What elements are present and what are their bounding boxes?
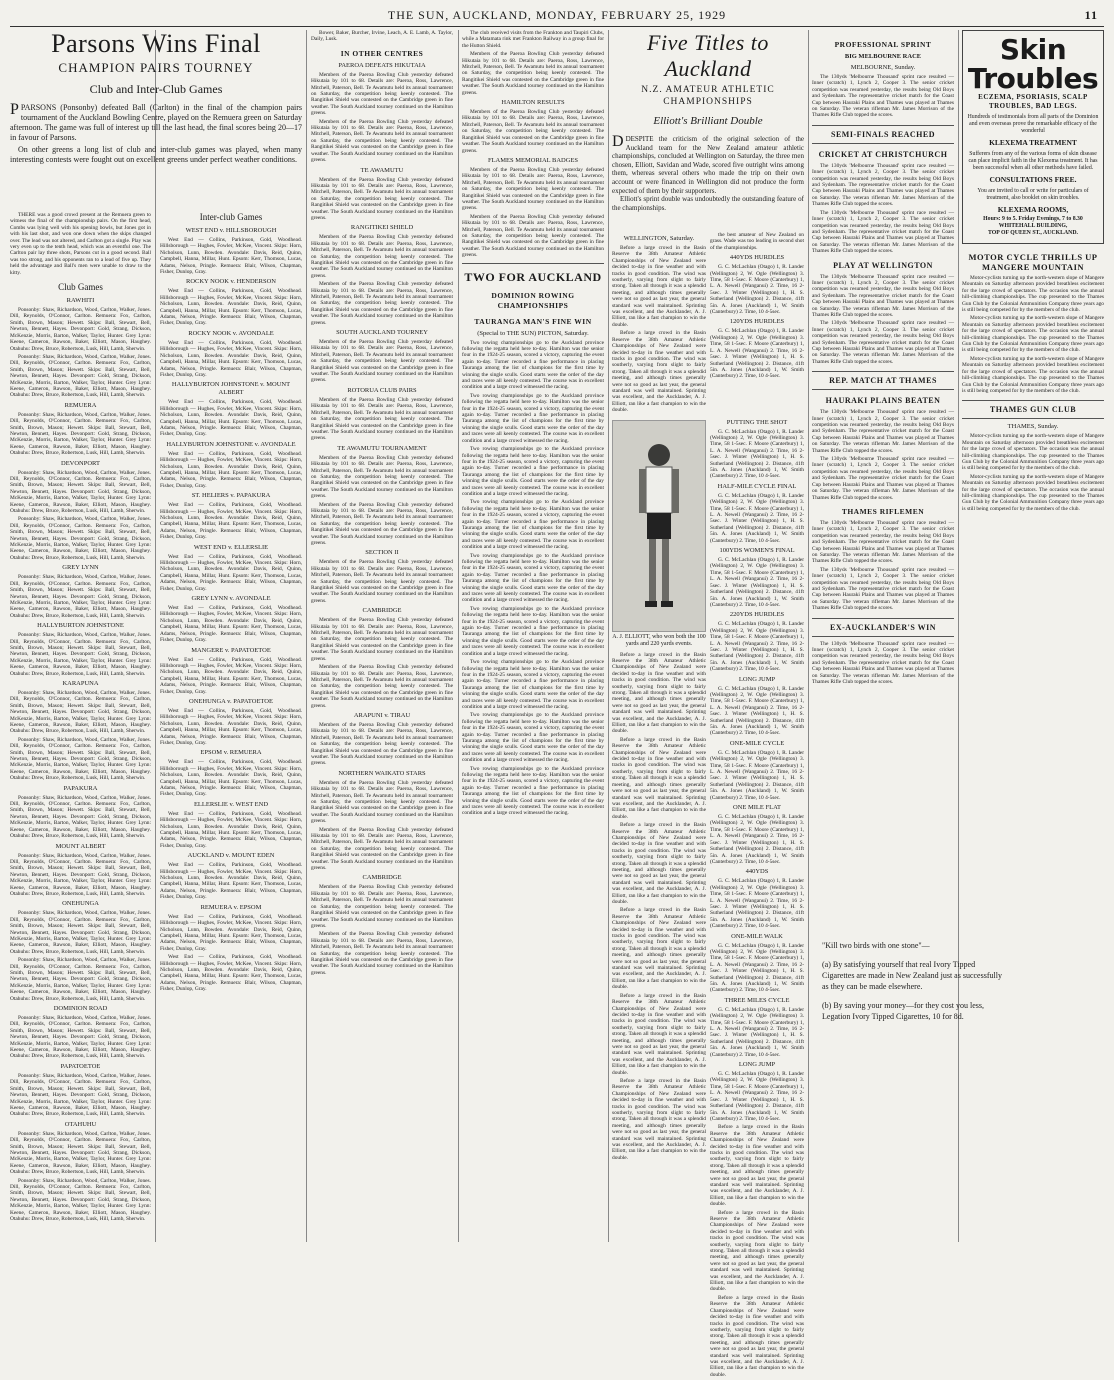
boxed-heading: SEMI-FINALS REACHED [812, 125, 954, 144]
club-heading: KARAPUNA [62, 679, 99, 687]
body-paragraph: West End — Collins, Parkinson, Gold, Woodhead. Hillsborough — Hughes, Fowler, McKee, Vincent. Skips: Horn, Nicholson, Lunn, Bowden. Avondale: Davis, Reid, Quinn, Campbell, Hanna, Millar, Hunt. Epsom: Kerr, Thomson, Lucas, Adams, Nelson, Pringle. Remuera: Blair, Wilson, Chapman, Fisher, Dunlop, Gray. [160, 288, 302, 327]
section-heading: MOTOR CYCLE THRILLS UP MANGERE MOUNTAIN [968, 252, 1098, 272]
body-paragraph: Ponsonby: Shaw, Richardson, Wood, Carlton, Walker, Jones. Dill, Reynolds, O'Connor, Carlton. Remuera: Fox, Carlton, Smith, Brown, Mason; Hewett. Skips: Ball, Stewart, Bell, Newton, Bennett, Hayes. Devonport: Gold, Strang, Dickson, McKenzie, Morris, Barton, Walker, Taylor, Hunter. Grey Lynn: Keene, Cameron, Rawson, Baker, Elliott, Mason, Haughey. Otahuhu: Drew, Bruce, Robertson, Lusk, Hill, Lamb, Sherwin. [10, 411, 151, 457]
body-paragraph: Before a large crowd in the Basin Reserve the 38th Amateur Athletic Championships of New Zealand were decided to-day in fine weather and with tracks in good condition. The wind was southerly, varying from slight to fairly strong. Taken all through it was a splendid meeting, and although times generally were not so good as last year, the general standard was well maintained. Sprinting was excellent, and the Aucklander, A. J. Elliott, ran like a fast champion to win the double. [612, 822, 706, 905]
body-paragraph: West End — Collins, Parkinson, Gold, Woodhead. Hillsborough — Hughes, Fowler, McKee, Vincent. Skips: Horn, Nicholson, Lunn, Bowden. Avondale: Davis, Reid, Quinn, Campbell, Hanna, Millar, Hunt. Epsom: Kerr, Thomson, Lucas, Adams, Nelson, Pringle. Remuera: Blair, Wilson, Chapman, Fisher, Dunlop, Gray. [160, 237, 302, 276]
sub-heading: ARAPUNI v. TIRAU [353, 711, 411, 719]
column-rule [608, 30, 609, 1242]
club-heading: RAWHITI [66, 297, 95, 305]
body-paragraph: Ponsonby: Shaw, Richardson, Wood, Carlton, Walker, Jones. Dill, Reynolds, O'Connor, Carlton. Remuera: Fox, Carlton, Smith, Brown, Mason; Hewett. Skips: Ball, Stewart, Bell, Newton, Bennett, Hayes. Devonport: Gold, Strang, Dickson, McKenzie, Morris, Barton, Walker, Taylor, Hunter. Grey Lynn: Keene, Cameron, Rawson, Baker, Elliott, Mason, Haughey. Otahuhu: Drew, Bruce, Robertson, Lusk, Hill, Lamb, Sherwin. [10, 1130, 151, 1176]
body-paragraph: Ponsonby: Shaw, Richardson, Wood, Carlton, Walker, Jones. Dill, Reynolds, O'Connor, Carlton. Remuera: Fox, Carlton, Smith, Brown, Mason; Hewett. Skips: Ball, Stewart, Bell, Newton, Bennett, Hayes. Devonport: Gold, Strang, Dickson, McKenzie, Morris, Barton, Walker, Taylor, Hunter. Grey Lynn: Keene, Cameron, Rawson, Baker, Elliott, Mason, Haughey. Otahuhu: Drew, Bruce, Robertson, Lusk, Hill, Lamb, Sherwin. [10, 736, 151, 782]
body-paragraph: Before a large crowd in the Basin Reserve the 38th Amateur Athletic Championships of New Zealand were decided to-day in fine weather and with tracks in good condition. The wind was southerly, varying from slight to fairly strong. Taken all through it was a splendid meeting, and although times generally were not so good as last year, the general standard was well maintained. Sprinting was excellent, and the Aucklander, A. J. Elliott, ran like a fast champion to win the double. [612, 907, 706, 991]
body-paragraph: G. C. McLachlan (Otago) 1, R. Lander (Wellington) 2, W. Ogle (Wellington) 3. Time, 58 1-5sec. F. Moore (Canterbury) 1, L. A. Newell (Wanganui) 2. Time, 16 2-5sec. J. Winter (Wellington) 1, H. S. Sutherland (Wellington) 2. Distance, 41ft 5in. A. Jones (Auckland) 1, W. Smith (Canterbury) 2. Time, 10 4-5sec. [710, 428, 804, 480]
body-paragraph: Motor-cyclists turning up the north-western slope of Mangere Mountain on Saturday afternoon provided breathless excitement for the large crowd of spectators. The occasion was the annual hill-climbing championships. The cup presented to the Thames Gun Club by the Colonial Ammunition Company three years ago is still being competed for by the members of the club. [962, 355, 1104, 394]
body-paragraph: West End — Collins, Parkinson, Gold, Woodhead. Hillsborough — Hughes, Fowler, McKee, Vincent. Skips: Horn, Nicholson, Lunn, Bowden. Avondale: Davis, Reid, Quinn, Campbell, Hanna, Millar, Hunt. Epsom: Kerr, Thomson, Lucas, Adams, Nelson, Pringle. Remuera: Blair, Wilson, Chapman, Fisher, Dunlop, Gray. [160, 605, 302, 644]
body-paragraph: Members of the Paeroa Bowling Club yesterday defeated Hikutaia by 101 to 68. Details are: Paeroa, Ross, Lawrence, Mitchell, Paterson, Bell. Te Awamutu held its annual tournament on Saturday, the competition being keenly contested. The Rangitikei Shield was contested on the Cambridge green in fine weather. The South Auckland tourney continued on the Hamilton greens. [311, 118, 453, 164]
body-paragraph: The club received visits from the Frankton and Taupiri Clubs, while a Matamata rink met Frankton Railway in a group final for the Hutton Shield. [462, 30, 604, 49]
body-paragraph: Before a large crowd in the Basin Reserve the 38th Amateur Athletic Championships of New Zealand were decided to-day in fine weather and with tracks in good condition. The wind was southerly, varying from slight to fairly strong. Taken all through it was a splendid meeting, and although times generally were not so good as last year, the general standard was well maintained. Sprinting was excellent, and the Aucklander, A. J. Elliott, ran like a fast champion to win the double. [612, 1077, 706, 1161]
body-paragraph: West End — Collins, Parkinson, Gold, Woodhead. Hillsborough — Hughes, Fowler, McKee, Vincent. Skips: Horn, Nicholson, Lunn, Bowden. Avondale: Davis, Reid, Quinn, Campbell, Hanna, Millar, Hunt. Epsom: Kerr, Thomson, Lucas, Adams, Nelson, Pringle. Remuera: Blair, Wilson, Chapman, Fisher, Dunlop, Gray. [160, 913, 302, 952]
event-heading: 440YDS HURDLES [729, 254, 785, 262]
body-paragraph: West End — Collins, Parkinson, Gold, Woodhead. Hillsborough — Hughes, Fowler, McKee, Vincent. Skips: Horn, Nicholson, Lunn, Bowden. Avondale: Davis, Reid, Quinn, Campbell, Hanna, Millar, Hunt. Epsom: Kerr, Thomson, Lucas, Adams, Nelson, Pringle. Remuera: Blair, Wilson, Chapman, Fisher, Dunlop, Gray. [160, 862, 302, 901]
boxed-heading: REP. MATCH AT THAMES [812, 371, 954, 390]
body-paragraph: Ponsonby: Shaw, Richardson, Wood, Carlton, Walker, Jones. Dill, Reynolds, O'Connor, Carlton. Remuera: Fox, Carlton, Smith, Brown, Mason; Hewett. Skips: Ball, Stewart, Bell, Newton, Bennett, Hayes. Devonport: Gold, Strang, Dickson, McKenzie, Morris, Barton, Walker, Taylor, Hunter. Grey Lynn: Keene, Cameron, Rawson, Baker, Elliott, Mason, Haughey. Otahuhu: Drew, Bruce, Robertson, Lusk, Hill, Lamb, Sherwin. [10, 1072, 151, 1118]
body-paragraph: West End — Collins, Parkinson, Gold, Woodhead. Hillsborough — Hughes, Fowler, McKee, Vincent. Skips: Horn, Nicholson, Lunn, Bowden. Avondale: Davis, Reid, Quinn, Campbell, Hanna, Millar, Hunt. Epsom: Kerr, Thomson, Lucas, Adams, Nelson, Pringle. Remuera: Blair, Wilson, Chapman, Fisher, Dunlop, Gray. [160, 707, 302, 746]
body-paragraph: Members of the Paeroa Bowling Club yesterday defeated Hikutaia by 101 to 68. Details are: Paeroa, Ross, Lawrence, Mitchell, Paterson, Bell. Te Awamutu held its annual tournament on Saturday, the competition being keenly contested. The Rangitikei Shield was contested on the Cambridge green in fine weather. The South Auckland tourney continued on the Hamilton greens. [311, 454, 453, 500]
body-paragraph: West End — Collins, Parkinson, Gold, Woodhead. Hillsborough — Hughes, Fowler, McKee, Vincent. Skips: Horn, Nicholson, Lunn, Bowden. Avondale: Davis, Reid, Quinn, Campbell, Hanna, Millar, Hunt. Epsom: Kerr, Thomson, Lucas, Adams, Nelson, Pringle. Remuera: Blair, Wilson, Chapman, Fisher, Dunlop, Gray. [160, 450, 302, 489]
lead-paragraph [612, 135, 804, 195]
club-heading: ONEHUNGA [62, 900, 99, 908]
body-paragraph: Before a large crowd in the Basin Reserve the 38th Amateur Athletic Championships of New Zealand were decided to-day in fine weather and with tracks in good condition. The wind was southerly, varying from slight to fairly strong. Taken all through it was a splendid meeting, and although times generally were not so good as last year, the general standard was well maintained. Sprinting was excellent, and the Aucklander, A. J. Elliott, ran like a fast champion to win the double. [612, 736, 706, 820]
body-paragraph: Members of the Paeroa Bowling Club yesterday defeated Hikutaia by 101 to 68. Details are: Paeroa, Ross, Lawrence, Mitchell, Paterson, Bell. Te Awamutu held its annual tournament on Saturday, the competition being keenly contested. The Rangitikei Shield was contested on the Cambridge green in fine weather. The South Auckland tourney continued on the Hamilton greens. [311, 779, 453, 825]
body-paragraph: Ponsonby: Shaw, Richardson, Wood, Carlton, Walker, Jones. Dill, Reynolds, O'Connor, Carlton. Remuera: Fox, Carlton, Smith, Brown, Mason; Hewett. Skips: Ball, Stewart, Bell, Newton, Bennett, Hayes. Devonport: Gold, Strang, Dickson, McKenzie, Morris, Barton, Walker, Taylor, Hunter. Grey Lynn: Keene, Cameron, Rawson, Baker, Elliott, Mason, Haughey. Otahuhu: Drew, Bruce, Robertson, Lusk, Hill, Lamb, Sherwin. [10, 852, 151, 897]
section-heading: IN OTHER CENTRES [340, 48, 424, 58]
body-paragraph: Members of the Paeroa Bowling Club yesterday defeated Hikutaia by 101 to 68. Details are: Paeroa, Ross, Lawrence, Mitchell, Paterson, Bell. Te Awamutu held its annual tournament on Saturday, the competition being keenly contested. The Rangitikei Shield was contested on the Cambridge green in fine weather. The South Auckland tourney continued on the Hamilton greens. [311, 71, 453, 117]
club-heading: PAPATOETOE [60, 1062, 101, 1070]
drop-cap: D [612, 133, 624, 150]
match-heading: WEST END v. ELLERSLIE [193, 543, 269, 551]
body-paragraph: Ponsonby: Shaw, Richardson, Wood, Carlton, Walker, Jones. Dill, Reynolds, O'Connor, Carlton. Remuera: Fox, Carlton, Smith, Brown, Mason; Hewett. Skips: Ball, Stewart, Bell, Newton, Bennett, Hayes. Devonport: Gold, Strang, Dickson, McKenzie, Morris, Barton, Walker, Taylor, Hunter. Grey Lynn: Keene, Cameron, Rawson, Baker, Elliott, Mason, Haughey. Otahuhu: Drew, Bruce, Robertson, Lusk, Hill, Lamb, Sherwin. [10, 632, 151, 677]
event-heading: LONG JUMP [738, 675, 776, 683]
column-rule [808, 30, 809, 1242]
ad-rooms: KLEXEMA ROOMS, [997, 205, 1069, 214]
body-paragraph: Ponsonby: Shaw, Richardson, Wood, Carlton, Walker, Jones. Dill, Reynolds, O'Connor, Carlton. Remuera: Fox, Carlton, Smith, Brown, Mason; Hewett. Skips: Ball, Stewart, Bell, Newton, Bennett, Hayes. Devonport: Gold, Strang, Dickson, McKenzie, Morris, Barton, Walker, Taylor, Hunter. Grey Lynn: Keene, Cameron, Rawson, Baker, Elliott, Mason, Haughey. Otahuhu: Drew, Bruce, Robertson, Lusk, Hill, Lamb, Sherwin. [10, 307, 151, 352]
event-heading: ONE-MILE WALK [731, 932, 783, 940]
event-heading: PUTTING THE SHOT [726, 418, 788, 426]
body-paragraph: Two rowing championships go to the Auckland province following the regatta held here to-day. Hamilton was the senior four in the 1924-25 season, scored a victory, capturing the event again to-day. Turner recorded a fine performance in placing Tauranga among the list of champions for the first time by winning the single sculls. Good starts were the order of the day and races were all keenly contested. The course was in excellent condition and a large crowd witnessed the racing. [462, 712, 604, 764]
column-rule [958, 30, 959, 1242]
column-1 [10, 212, 151, 1242]
body-paragraph: The 130yds 'Melbourne Thousand' sprint race resulted — Inner (scratch) 1, Lynch 2, Cooper 3. The senior cricket competition was resumed yesterday, the results being Old Boys and Sydenham. The representative cricket match for the Coast Cup between Hauraki Plains and Thames was played at Thames on Saturday. The veteran rifleman Mr. James Morrison of the Thames Rifle Club topped the scores. [812, 209, 954, 255]
body-paragraph: Two rowing championships go to the Auckland province following the regatta held here to-day. Hamilton was the senior four in the 1924-25 season, scored a victory, capturing the event again to-day. Turner recorded a fine performance in placing Tauranga among the list of champions for the first time by winning the single sculls. Good starts were the order of the day and races were all keenly contested. The course was in excellent condition and a large crowd witnessed the racing. [462, 499, 604, 551]
section-heading: PLAY AT WELLINGTON [833, 260, 933, 270]
body-paragraph: G. C. McLachlan (Otago) 1, R. Lander (Wellington) 2, W. Ogle (Wellington) 3. Time, 58 1-5sec. F. Moore (Canterbury) 1, L. A. Newell (Wanganui) 2. Time, 16 2-5sec. J. Winter (Wellington) 1, H. S. Sutherland (Wellington) 2. Distance, 41ft 5in. A. Jones (Auckland) 1, W. Smith (Canterbury) 2. Time, 10 4-5sec. [710, 557, 804, 608]
rowing-subdeck: TAURANGA MAN'S FINE WIN [474, 316, 592, 326]
body-paragraph: The 130yds 'Melbourne Thousand' sprint race resulted — Inner (scratch) 1, Lynch 2, Cooper 3. The senior cricket competition was resumed yesterday, the results being Old Boys and Sydenham. The representative cricket match for the Coast Cup between Hauraki Plains and Thames was played at Thames on Saturday. The veteran rifleman Mr. James Morrison of the Thames Rifle Club topped the scores. [812, 162, 954, 208]
ad-subtitle: ECZEMA, PSORIASIS, SCALP TROUBLES, BAD LEGS. [978, 93, 1088, 110]
ad-line-3: (b) By saving your money—for they cost you less, Legation Ivory Tipped Cigarettes, 10 for 8d. [822, 1001, 984, 1021]
match-heading: EPSOM v. REMUERA [200, 749, 262, 757]
subheadline: Elliott's Brilliant Double [653, 115, 763, 127]
body-paragraph: G. C. McLachlan (Otago) 1, R. Lander (Wellington) 2, W. Ogle (Wellington) 3. Time, 58 1-5sec. F. Moore (Canterbury) 1, L. A. Newell (Wanganui) 2. Time, 16 2-5sec. J. Winter (Wellington) 1, H. S. Sutherland (Wellington) 2. Distance, 41ft 5in. A. Jones (Auckland) 1, W. Smith (Canterbury) 2. Time, 10 4-5sec. [710, 492, 804, 544]
body-paragraph: West End — Collins, Parkinson, Gold, Woodhead. Hillsborough — Hughes, Fowler, McKee, Vincent. Skips: Horn, Nicholson, Lunn, Bowden. Avondale: Davis, Reid, Quinn, Campbell, Hanna, Millar, Hunt. Epsom: Kerr, Thomson, Lucas, Adams, Nelson, Pringle. Remuera: Blair, Wilson, Chapman, Fisher, Dunlop, Gray. [160, 759, 302, 798]
body-paragraph: West End — Collins, Parkinson, Gold, Woodhead. Hillsborough — Hughes, Fowler, McKee, Vincent. Skips: Horn, Nicholson, Lunn, Bowden. Avondale: Davis, Reid, Quinn, Campbell, Hanna, Millar, Hunt. Epsom: Kerr, Thomson, Lucas, Adams, Nelson, Pringle. Remuera: Blair, Wilson, Chapman, Fisher, Dunlop, Gray. [160, 553, 302, 592]
body-paragraph: G. C. McLachlan (Otago) 1, R. Lander (Wellington) 2, W. Ogle (Wellington) 3. Time, 58 1-5sec. F. Moore (Canterbury) 1, L. A. Newell (Wanganui) 2. Time, 16 2-5sec. J. Winter (Wellington) 1, H. S. Sutherland (Wellington) 2. Distance, 41ft 5in. A. Jones (Auckland) 1, W. Smith (Canterbury) 2. Time, 10 4-5sec. [710, 942, 804, 994]
body-paragraph: Before a large crowd in the Basin Reserve the 38th Amateur Athletic Championships of New Zealand were decided to-day in fine weather and with tracks in good condition. The wind was southerly, varying from slight to fairly strong. Taken all through it was a splendid meeting, and although times generally were not so good as last year, the general standard was well maintained. Sprinting was excellent, and the Aucklander, A. J. Elliott, ran like a fast champion to win the double. [612, 651, 706, 735]
body-paragraph: Members of the Paeroa Bowling Club yesterday defeated Hikutaia by 101 to 68. Details are: Paeroa, Ross, Lawrence, Mitchell, Paterson, Bell. Te Awamutu held its annual tournament on Saturday, the competition being keenly contested. The Rangitikei Shield was contested on the Cambridge green in fine weather. The South Auckland tourney continued on the Hamilton greens. [311, 826, 453, 872]
rowing-headline: TWO FOR AUCKLAND [464, 269, 602, 284]
column-3 [311, 30, 453, 1242]
section-heading: THAMES RIFLEMEN [841, 506, 925, 516]
body-paragraph: West End — Collins, Parkinson, Gold, Woodhead. Hillsborough — Hughes, Fowler, McKee, Vincent. Skips: Horn, Nicholson, Lunn, Bowden. Avondale: Davis, Reid, Quinn, Campbell, Hanna, Millar, Hunt. Epsom: Kerr, Thomson, Lucas, Adams, Nelson, Pringle. Remuera: Blair, Wilson, Chapman, Fisher, Dunlop, Gray. [160, 954, 302, 993]
event-heading: 100YDS WOMEN'S FINAL [719, 547, 795, 555]
section-heading: Inter-club Games [199, 212, 263, 222]
ad-treatment: KLEXEMA TREATMENT [989, 138, 1077, 147]
body-paragraph: Two rowing championships go to the Auckland province following the regatta held here to-day. Hamilton was the senior four in the 1924-25 season, scored a victory, capturing the event again to-day. Turner recorded a fine performance in placing Tauranga among the list of champions for the first time by winning the single sculls. Good starts were the order of the day and races were all keenly contested. The course was in excellent condition and a large crowd witnessed the racing. [462, 392, 604, 444]
masthead-title: THE SUN, AUCKLAND, MONDAY, FEBRUARY 25, 1929 [387, 8, 727, 22]
masthead [10, 4, 1104, 27]
bowls-article-header [10, 30, 302, 210]
body-paragraph: G. C. McLachlan (Otago) 1, R. Lander (Wellington) 2, W. Ogle (Wellington) 3. Time, 58 1-5sec. F. Moore (Canterbury) 1, L. A. Newell (Wanganui) 2. Time, 16 2-5sec. J. Winter (Wellington) 1, H. S. Sutherland (Wellington) 2. Distance, 41ft 5in. A. Jones (Auckland) 1, W. Smith (Canterbury) 2. Time, 10 4-5sec. [710, 1071, 804, 1122]
body-paragraph: Two rowing championships go to the Auckland province following the regatta held here to-day. Hamilton was the senior four in the 1924-25 season, scored a victory, capturing the event again to-day. Turner recorded a fine performance in placing Tauranga among the list of champions for the first time by winning the single sculls. Good starts were the order of the day and races were all keenly contested. The course was in excellent condition and a large crowd witnessed the racing. [462, 659, 604, 710]
deck: CHAMPION PAIRS TOURNEY [58, 60, 254, 75]
body-paragraph: Ponsonby: Shaw, Richardson, Wood, Carlton, Walker, Jones. Dill, Reynolds, O'Connor, Carlton. Remuera: Fox, Carlton, Smith, Brown, Mason; Hewett. Skips: Ball, Stewart, Bell, Newton, Bennett, Hayes. Devonport: Gold, Strang, Dickson, McKenzie, Morris, Barton, Walker, Taylor, Hunter. Grey Lynn: Keene, Cameron, Rawson, Baker, Elliott, Mason, Haughey. Otahuhu: Drew, Bruce, Robertson, Lusk, Hill, Lamb, Sherwin. [10, 353, 151, 399]
match-heading: HALLYBURTON JOHNSTONE v. AVONDALE [166, 440, 296, 448]
ad-text-3: You are invited to call or write for particulars of treatment, also booklet on skin troubles. [977, 188, 1089, 201]
lead-text: DESPITE the criticism of the original selection of the Auckland team for the New Zealand amateur athletic championships, concluded at Wellington on Saturday, the three men chosen, Elliott, Savidan and Wade, scored five outright wins among them, whereas several others who made the trip on their own account or were financed in Wellington did not produce the form expected of them by their supporters. [612, 135, 804, 195]
body-paragraph: Ponsonby: Shaw, Richardson, Wood, Carlton, Walker, Jones. Dill, Reynolds, O'Connor, Carlton. Remuera: Fox, Carlton, Smith, Brown, Mason; Hewett. Skips: Ball, Stewart, Bell, Newton, Bennett, Hayes. Devonport: Gold, Strang, Dickson, McKenzie, Morris, Barton, Walker, Taylor, Hunter. Grey Lynn: Keene, Cameron, Rawson, Baker, Elliott, Mason, Haughey. Otahuhu: Drew, Bruce, Robertson, Lusk, Hill, Lamb, Sherwin. [10, 794, 151, 840]
body-paragraph: Ponsonby: Shaw, Richardson, Wood, Carlton, Walker, Jones. Dill, Reynolds, O'Connor, Carlton. Remuera: Fox, Carlton, Smith, Brown, Mason; Hewett. Skips: Ball, Stewart, Bell, Newton, Bennett, Hayes. Devonport: Gold, Strang, Dickson, McKenzie, Morris, Barton, Walker, Taylor, Hunter. Grey Lynn: Keene, Cameron, Rawson, Baker, Elliott, Mason, Haughey. Otahuhu: Drew, Bruce, Robertson, Lusk, Hill, Lamb, Sherwin. [10, 910, 151, 955]
ad-line-1: "Kill two birds with one stone"— [822, 941, 930, 950]
ad-hours: Hours: 9 to 5. Friday Evenings, 7 to 8.30 [983, 216, 1083, 222]
body-paragraph: Ponsonby: Shaw, Richardson, Wood, Carlton, Walker, Jones. Dill, Reynolds, O'Connor, Carlton. Remuera: Fox, Carlton, Smith, Brown, Mason; Hewett. Skips: Ball, Stewart, Bell, Newton, Bennett, Hayes. Devonport: Gold, Strang, Dickson, McKenzie, Morris, Barton, Walker, Taylor, Hunter. Grey Lynn: Keene, Cameron, Rawson, Baker, Elliott, Mason, Haughey. Otahuhu: Drew, Bruce, Robertson, Lusk, Hill, Lamb, Sherwin. [10, 574, 151, 619]
body-paragraph: G. C. McLachlan (Otago) 1, R. Lander (Wellington) 2, W. Ogle (Wellington) 3. Time, 58 1-5sec. F. Moore (Canterbury) 1, L. A. Newell (Wanganui) 2. Time, 16 2-5sec. J. Winter (Wellington) 1, H. S. Sutherland (Wellington) 2. Distance, 41ft 5in. A. Jones (Auckland) 1, W. Smith (Canterbury) 2. Time, 10 4-5sec. [710, 814, 804, 865]
body-paragraph: G. C. McLachlan (Otago) 1, R. Lander (Wellington) 2, W. Ogle (Wellington) 3. Time, 58 1-5sec. F. Moore (Canterbury) 1, L. A. Newell (Wanganui) 2. Time, 16 2-5sec. J. Winter (Wellington) 1, H. S. Sutherland (Wellington) 2. Distance, 41ft 5in. A. Jones (Auckland) 1, W. Smith (Canterbury) 2. Time, 10 4-5sec. [710, 1006, 804, 1058]
match-heading: HALLYBURTON JOHNSTONE v. MOUNT ALBERT [171, 381, 291, 397]
body-paragraph: Motor-cyclists turning up the north-western slope of Mangere Mountain on Saturday afternoon provided breathless excitement for the large crowd of spectators. The occasion was the annual hill-climbing championships. The cup presented to the Thames Gun Club by the Colonial Ammunition Company three years ago is still being competed for by the members of the club. [962, 275, 1104, 314]
club-heading: GREY LYNN [62, 564, 99, 572]
match-heading: REMUERA v. EPSOM [200, 903, 262, 911]
body-paragraph: G. C. McLachlan (Otago) 1, R. Lander (Wellington) 2, W. Ogle (Wellington) 3. Time, 58 1-5sec. F. Moore (Canterbury) 1, L. A. Newell (Wanganui) 2. Time, 16 2-5sec. J. Winter (Wellington) 1, H. S. Sutherland (Wellington) 2. Distance, 41ft 5in. A. Jones (Auckland) 1, W. Smith (Canterbury) 2. Time, 10 4-5sec. [710, 328, 804, 380]
sub-heading: ROTORUA CLUB PAIRS [347, 386, 417, 394]
body-paragraph: The 130yds 'Melbourne Thousand' sprint race resulted — Inner (scratch) 1, Lynch 2, Cooper 3. The senior cricket competition was resumed yesterday, the results being Old Boys and Sydenham. The representative cricket match for the Coast Cup between Hauraki Plains and Thames was played at Thames on Saturday. The veteran rifleman Mr. James Morrison of the Thames Rifle Club topped the scores. [812, 456, 954, 501]
sub-heading: BIG MELBOURNE RACE [844, 53, 922, 60]
headline: Five Titles to Auckland [647, 30, 769, 81]
event-heading: THREE MILES CYCLE [724, 996, 790, 1004]
body-paragraph: Ponsonby: Shaw, Richardson, Wood, Carlton, Walker, Jones. Dill, Reynolds, O'Connor, Carlton. Remuera: Fox, Carlton, Smith, Brown, Mason; Hewett. Skips: Ball, Stewart, Bell, Newton, Bennett, Hayes. Devonport: Gold, Strang, Dickson, McKenzie, Morris, Barton, Walker, Taylor, Hunter. Grey Lynn: Keene, Cameron, Rawson, Baker, Elliott, Mason, Haughey. Otahuhu: Drew, Bruce, Robertson, Lusk, Hill, Lamb, Sherwin. [10, 469, 151, 515]
body-paragraph: G. C. McLachlan (Otago) 1, R. Lander (Wellington) 2, W. Ogle (Wellington) 3. Time, 58 1-5sec. F. Moore (Canterbury) 1, L. A. Newell (Wanganui) 2. Time, 16 2-5sec. J. Winter (Wellington) 1, H. S. Sutherland (Wellington) 2. Distance, 41ft 5in. A. Jones (Auckland) 1, W. Smith (Canterbury) 2. Time, 10 4-5sec. [710, 264, 804, 316]
column-8 [962, 30, 1104, 930]
section-heading: CRICKET AT CHRISTCHURCH [818, 149, 948, 159]
match-heading: MANGERE v. PAPATOETOE [191, 646, 271, 654]
event-heading: 440YDS [745, 868, 769, 876]
body-paragraph: Two rowing championships go to the Auckland province following the regatta held here to-day. Hamilton was the senior four in the 1924-25 season, scored a victory, capturing the event again to-day. Turner recorded a fine performance in placing Tauranga among the list of champions for the first time by winning the single sculls. Good starts were the order of the day and races were all keenly contested. The course was in excellent condition and a large crowd witnessed the racing. [462, 605, 604, 657]
body-paragraph: The 130yds 'Melbourne Thousand' sprint race resulted — Inner (scratch) 1, Lynch 2, Cooper 3. The senior cricket competition was resumed yesterday, the results being Old Boys and Sydenham. The representative cricket match for the Coast Cup between Hauraki Plains and Thames was played at Thames on Saturday. The veteran rifleman Mr. James Morrison of the Thames Rifle Club topped the scores. [812, 566, 954, 612]
boxed-heading: THAMES GUN CLUB [962, 400, 1104, 419]
match-heading: GREY LYNN v. AVONDALE [191, 595, 271, 603]
club-heading: DEVONPORT [61, 459, 100, 467]
body-paragraph: G. C. McLachlan (Otago) 1, R. Lander (Wellington) 2, W. Ogle (Wellington) 3. Time, 58 1-5sec. F. Moore (Canterbury) 1, L. A. Newell (Wanganui) 2. Time, 16 2-5sec. J. Winter (Wellington) 1, H. S. Sutherland (Wellington) 2. Distance, 41ft 5in. A. Jones (Auckland) 1, W. Smith (Canterbury) 2. Time, 10 4-5sec. [710, 878, 804, 930]
body-paragraph: Members of the Paeroa Bowling Club yesterday defeated Hikutaia by 101 to 68. Details are: Paeroa, Ross, Lawrence, Mitchell, Paterson, Bell. Te Awamutu held its annual tournament on Saturday, the competition being keenly contested. The Rangitikei Shield was contested on the Cambridge green in fine weather. The South Auckland tourney continued on the Hamilton greens. [311, 931, 453, 976]
lead-paragraph-2: On other greens a long list of club and inter-club games was played, when many interesting contests were fought out on excellent greens under perfect weather conditions. [10, 145, 302, 164]
dateline: MELBOURNE, Sunday. [850, 64, 916, 71]
body-paragraph: West End — Collins, Parkinson, Gold, Woodhead. Hillsborough — Hughes, Fowler, McKee, Vincent. Skips: Horn, Nicholson, Lunn, Bowden. Avondale: Davis, Reid, Quinn, Campbell, Hanna, Millar, Hunt. Epsom: Kerr, Thomson, Lucas, Adams, Nelson, Pringle. Remuera: Blair, Wilson, Chapman, Fisher, Dunlop, Gray. [160, 399, 302, 438]
body-paragraph: Before a large crowd in the Basin Reserve the 38th Amateur Athletic Championships of New Zealand were decided to-day in fine weather and with tracks in good condition. The wind was southerly, varying from slight to fairly strong. Taken all through it was a splendid meeting, and although times generally were not so good as last year, the general standard was well maintained. Sprinting was excellent, and the Aucklander, A. J. Elliott, ran like a fast champion to win the double. [710, 1124, 804, 1208]
body-paragraph: Two rowing championships go to the Auckland province following the regatta held here to-day. Hamilton was the senior four in the 1924-25 season, scored a victory, capturing the event again to-day. Turner recorded a fine performance in placing Tauranga among the list of champions for the first time by winning the single sculls. Good starts were the order of the day and races were all keenly contested. The course was in excellent condition and a large crowd witnessed the racing. [462, 552, 604, 604]
section-heading: PROFESSIONAL SPRINT [834, 40, 932, 49]
body-paragraph: West End — Collins, Parkinson, Gold, Woodhead. Hillsborough — Hughes, Fowler, McKee, Vincent. Skips: Horn, Nicholson, Lunn, Bowden. Avondale: Davis, Reid, Quinn, Campbell, Hanna, Millar, Hunt. Epsom: Kerr, Thomson, Lucas, Adams, Nelson, Pringle. Remuera: Blair, Wilson, Chapman, Fisher, Dunlop, Gray. [160, 502, 302, 541]
column-7 [812, 30, 954, 930]
ad-consultations: CONSULTATIONS FREE. [989, 175, 1077, 184]
body-paragraph: Two rowing championships go to the Auckland province following the regatta held here to-day. Hamilton was the senior four in the 1924-25 season, scored a victory, capturing the event again to-day. Turner recorded a fine performance in placing Tauranga among the list of champions for the first time by winning the single sculls. Good starts were the order of the day and races were all keenly contested. The course was in excellent condition and a large crowd witnessed the racing. [462, 339, 604, 391]
athletics-article-header [612, 30, 804, 212]
body-paragraph: Members of the Paeroa Bowling Club yesterday defeated Hikutaia by 101 to 68. Details are: Paeroa, Ross, Lawrence, Mitchell, Paterson, Bell. Te Awamutu held its annual tournament on Saturday, the competition being keenly contested. The Rangitikei Shield was contested on the Cambridge green in fine weather. The South Auckland tourney continued on the Hamilton greens. [311, 396, 453, 442]
body-paragraph: Ponsonby: Shaw, Richardson, Wood, Carlton, Walker, Jones. Dill, Reynolds, O'Connor, Carlton. Remuera: Fox, Carlton, Smith, Brown, Mason; Hewett. Skips: Ball, Stewart, Bell, Newton, Bennett, Hayes. Devonport: Gold, Strang, Dickson, McKenzie, Morris, Barton, Walker, Taylor, Hunter. Grey Lynn: Keene, Cameron, Rawson, Baker, Elliott, Mason, Haughey. Otahuhu: Drew, Bruce, Robertson, Lusk, Hill, Lamb, Sherwin. [10, 957, 151, 1002]
body-paragraph: Two rowing championships go to the Auckland province following the regatta held here to-day. Hamilton was the senior four in the 1924-25 season, scored a victory, capturing the event again to-day. Turner recorded a fine performance in placing Tauranga among the list of champions for the first time by winning the single sculls. Good starts were the order of the day and races were all keenly contested. The course was in excellent condition and a large crowd witnessed the racing. [462, 765, 604, 817]
athlete-figure-icon [613, 421, 705, 631]
body-paragraph: Members of the Paeroa Bowling Club yesterday defeated Hikutaia by 101 to 68. Details are: Paeroa, Ross, Lawrence, Mitchell, Paterson, Bell. Te Awamutu held its annual tournament on Saturday, the competition being keenly contested. The Rangitikei Shield was contested on the Cambridge green in fine weather. The South Auckland tourney continued on the Hamilton greens. [311, 176, 453, 221]
column-6 [710, 416, 804, 1380]
sub-heading: HAMILTON RESULTS [501, 99, 565, 107]
subheadline: Club and Inter-Club Games [89, 82, 223, 96]
drop-cap: P [10, 101, 19, 118]
body-paragraph: The 130yds 'Melbourne Thousand' sprint race resulted — Inner (scratch) 1, Lynch 2, Cooper 3. The senior cricket competition was resumed yesterday, the results being Old Boys and Sydenham. The representative cricket match for the Coast Cup between Hauraki Plains and Thames was played at Thames on Saturday. The veteran rifleman Mr. James Morrison of the Thames Rifle Club topped the scores. [812, 74, 954, 119]
event-heading: LONG JUMP [738, 1061, 776, 1069]
body-paragraph: Ponsonby: Shaw, Richardson, Wood, Carlton, Walker, Jones. Dill, Reynolds, O'Connor, Carlton. Remuera: Fox, Carlton, Smith, Brown, Mason; Hewett. Skips: Ball, Stewart, Bell, Newton, Bennett, Hayes. Devonport: Gold, Strang, Dickson, McKenzie, Morris, Barton, Walker, Taylor, Hunter. Grey Lynn: Keene, Cameron, Rawson, Baker, Elliott, Mason, Haughey. Otahuhu: Drew, Bruce, Robertson, Lusk, Hill, Lamb, Sherwin. [10, 516, 151, 561]
body-paragraph: Motor-cyclists turning up the north-western slope of Mangere Mountain on Saturday afternoon provided breathless excitement for the large crowd of spectators. The occasion was the annual hill-climbing championships. The cup presented to the Thames Gun Club by the Colonial Ammunition Company three years ago is still being competed for by the members of the club. [962, 473, 1104, 512]
sub-heading: CAMBRIDGE [362, 607, 402, 615]
event-heading: 220YDS HURDLES [729, 611, 785, 619]
column-6-top [710, 232, 804, 382]
section-heading: Club Games [58, 282, 103, 293]
body-paragraph: The 130yds 'Melbourne Thousand' sprint race resulted — Inner (scratch) 1, Lynch 2, Cooper 3. The senior cricket competition was resumed yesterday, the results being Old Boys and Sydenham. The representative cricket match for the Coast Cup between Hauraki Plains and Thames was played at Thames on Saturday. The veteran rifleman Mr. James Morrison of the Thames Rifle Club topped the scores. [812, 519, 954, 565]
body-paragraph: West End — Collins, Parkinson, Gold, Woodhead. Hillsborough — Hughes, Fowler, McKee, Vincent. Skips: Horn, Nicholson, Lunn, Bowden. Avondale: Davis, Reid, Quinn, Campbell, Hanna, Millar, Hunt. Epsom: Kerr, Thomson, Lucas, Adams, Nelson, Pringle. Remuera: Blair, Wilson, Chapman, Fisher, Dunlop, Gray. [160, 656, 302, 695]
ad-address-1: WHITEHALL BUILDING, [998, 223, 1068, 229]
column-5 [612, 232, 804, 1378]
headline: Parsons Wins Final [51, 29, 261, 58]
lead-paragraph [10, 103, 302, 143]
body-paragraph: the best amateur of New Zealand on grass. Wade was too leading in second shot of the championships. [710, 232, 804, 251]
column-rule [155, 30, 156, 1242]
match-heading: ST. HELIERS v. PAPAKURA [191, 492, 271, 500]
match-heading: WEST END v. HILLSBOROUGH [185, 227, 277, 234]
club-heading: MOUNT ALBERT [55, 842, 106, 850]
sub-heading: SOUTH AUCKLAND TOURNEY [336, 329, 428, 337]
body-paragraph: The 130yds 'Melbourne Thousand' sprint race resulted — Inner (scratch) 1, Lynch 2, Cooper 3. The senior cricket competition was resumed yesterday, the results being Old Boys and Sydenham. The representative cricket match for the Coast Cup between Hauraki Plains and Thames was played at Thames on Saturday. The veteran rifleman Mr. James Morrison of the Thames Rifle Club topped the scores. [812, 409, 954, 454]
dateline: WELLINGTON, Saturday. [623, 235, 695, 242]
ad-line-2: (a) By satisfying yourself that real Ivory Tipped Cigarettes are made in New Zealand just as successfully as they can be made elsewhere. [822, 960, 1002, 991]
event-heading: HALF-MILE CYCLE FINAL [717, 482, 797, 490]
body-paragraph: G. C. McLachlan (Otago) 1, R. Lander (Wellington) 2, W. Ogle (Wellington) 3. Time, 58 1-5sec. F. Moore (Canterbury) 1, L. A. Newell (Wanganui) 2. Time, 16 2-5sec. J. Winter (Wellington) 1, H. S. Sutherland (Wellington) 2. Distance, 41ft 5in. A. Jones (Auckland) 1, W. Smith (Canterbury) 2. Time, 10 4-5sec. [710, 749, 804, 801]
sub-heading: SECTION II [365, 549, 399, 557]
divider [462, 263, 604, 264]
body-paragraph: Members of the Paeroa Bowling Club yesterday defeated Hikutaia by 101 to 68. Details are: Paeroa, Ross, Lawrence, Mitchell, Paterson, Bell. Te Awamutu held its annual tournament on Saturday, the competition being keenly contested. The Rangitikei Shield was contested on the Cambridge green in fine weather. The South Auckland tourney continued on the Hamilton greens. [462, 109, 604, 154]
body-paragraph: Bower, Baker, Burcher, Irvine, Leach, A. E. Lamb, A. Taylor, Daily, Lusk. [311, 30, 453, 43]
body-paragraph: Motor-cyclists turning up the north-western slope of Mangere Mountain on Saturday afternoon provided breathless excitement for the large crowd of spectators. The occasion was the annual hill-climbing championships. The cup presented to the Thames Gun Club by the Colonial Ammunition Company three years ago is still being competed for by the members of the club. [962, 433, 1104, 472]
body-paragraph: Members of the Paeroa Bowling Club yesterday defeated Hikutaia by 101 to 68. Details are: Paeroa, Ross, Lawrence, Mitchell, Paterson, Bell. Te Awamutu held its annual tournament on Saturday, the competition being keenly contested. The Rangitikei Shield was contested on the Cambridge green in fine weather. The South Auckland tourney continued on the Hamilton greens. [462, 166, 604, 212]
sub-heading: TE AWAMUTU [360, 166, 404, 174]
club-heading: DOMINION ROAD [53, 1005, 108, 1013]
body-paragraph: Before a large crowd in the Basin Reserve the 38th Amateur Athletic Championships of New Zealand were decided to-day in fine weather and with tracks in good condition. The wind was southerly, varying from slight to fairly strong. Taken all through it was a splendid meeting, and although times generally were not so good as last year, the general standard was well maintained. Sprinting was excellent, and the Aucklander, A. J. Elliott, ran like a fast champion to win the double. [612, 245, 706, 328]
cigarette-advertisement [822, 940, 1002, 1030]
column-5-left [612, 232, 706, 416]
body-paragraph: G. C. McLachlan (Otago) 1, R. Lander (Wellington) 2, W. Ogle (Wellington) 3. Time, 58 1-5sec. F. Moore (Canterbury) 1, L. A. Newell (Wanganui) 2. Time, 16 2-5sec. J. Winter (Wellington) 1, H. S. Sutherland (Wellington) 2. Distance, 41ft 5in. A. Jones (Auckland) 1, W. Smith (Canterbury) 2. Time, 10 4-5sec. [710, 621, 804, 673]
body-paragraph: Members of the Paeroa Bowling Club yesterday defeated Hikutaia by 101 to 68. Details are: Paeroa, Ross, Lawrence, Mitchell, Paterson, Bell. Te Awamutu held its annual tournament on Saturday, the competition being keenly contested. The Rangitikei Shield was contested on the Cambridge green in fine weather. The South Auckland tourney continued on the Hamilton greens. [311, 234, 453, 279]
body-paragraph: The 130yds 'Melbourne Thousand' sprint race resulted — Inner (scratch) 1, Lynch 2, Cooper 3. The senior cricket competition was resumed yesterday, the results being Old Boys and Sydenham. The representative cricket match for the Coast Cup between Hauraki Plains and Thames was played at Thames on Saturday. The veteran rifleman Mr. James Morrison of the Thames Rifle Club topped the scores. [812, 640, 954, 686]
column-rule [458, 30, 459, 1242]
lead-paragraph-2: Elliott's sprint double was undoubtedly the outstanding feature of the championships. [612, 195, 804, 212]
body-paragraph: Ponsonby: Shaw, Richardson, Wood, Carlton, Walker, Jones. Dill, Reynolds, O'Connor, Carlton. Remuera: Fox, Carlton, Smith, Brown, Mason; Hewett. Skips: Ball, Stewart, Bell, Newton, Bennett, Hayes. Devonport: Gold, Strang, Dickson, McKenzie, Morris, Barton, Walker, Taylor, Hunter. Grey Lynn: Keene, Cameron, Rawson, Baker, Elliott, Mason, Haughey. Otahuhu: Drew, Bruce, Robertson, Lusk, Hill, Lamb, Sherwin. [10, 689, 151, 735]
column-rule [306, 30, 307, 1242]
body-paragraph: Ponsonby: Shaw, Richardson, Wood, Carlton, Walker, Jones. Dill, Reynolds, O'Connor, Carlton. Remuera: Fox, Carlton, Smith, Brown, Mason; Hewett. Skips: Ball, Stewart, Bell, Newton, Bennett, Hayes. Devonport: Gold, Strang, Dickson, McKenzie, Morris, Barton, Walker, Taylor, Hunter. Grey Lynn: Keene, Cameron, Rawson, Baker, Elliott, Mason, Haughey. Otahuhu: Drew, Bruce, Robertson, Lusk, Hill, Lamb, Sherwin. [10, 1015, 151, 1060]
body-paragraph: West End — Collins, Parkinson, Gold, Woodhead. Hillsborough — Hughes, Fowler, McKee, Vincent. Skips: Horn, Nicholson, Lunn, Bowden. Avondale: Davis, Reid, Quinn, Campbell, Hanna, Millar, Hunt. Epsom: Kerr, Thomson, Lucas, Adams, Nelson, Pringle. Remuera: Blair, Wilson, Chapman, Fisher, Dunlop, Gray. [160, 810, 302, 849]
lead-text: PARSONS (Ponsonby) defeated Ball (Carlton) in the final of the champion pairs tournament of the Auckland Bowling Centre, played on the Remuera green on Saturday afternoon. The game was full of interest up till the last head, the final scores being 20—17 in favour of Parsons. [10, 103, 302, 142]
ad-title: Skin Troubles [967, 33, 1099, 95]
body-paragraph: The 130yds 'Melbourne Thousand' sprint race resulted — Inner (scratch) 1, Lynch 2, Cooper 3. The senior cricket competition was resumed yesterday, the results being Old Boys and Sydenham. The representative cricket match for the Coast Cup between Hauraki Plains and Thames was played at Thames on Saturday. The veteran rifleman Mr. James Morrison of the Thames Rifle Club topped the scores. [812, 320, 954, 365]
body-paragraph: Members of the Paeroa Bowling Club yesterday defeated Hikutaia by 101 to 68. Details are: Paeroa, Ross, Lawrence, Mitchell, Paterson, Bell. Te Awamutu held its annual tournament on Saturday, the competition being keenly contested. The Rangitikei Shield was contested on the Cambridge green in fine weather. The South Auckland tourney continued on the Hamilton greens. [462, 51, 604, 96]
body-paragraph: Motor-cyclists turning up the north-western slope of Mangere Mountain on Saturday afternoon provided breathless excitement for the large crowd of spectators. The occasion was the annual hill-climbing championships. The cup presented to the Thames Gun Club by the Colonial Ammunition Company three years ago is still being competed for by the members of the club. [962, 315, 1104, 354]
body-paragraph: Members of the Paeroa Bowling Club yesterday defeated Hikutaia by 101 to 68. Details are: Paeroa, Ross, Lawrence, Mitchell, Paterson, Bell. Te Awamutu held its annual tournament on Saturday, the competition being keenly contested. The Rangitikei Shield was contested on the Cambridge green in fine weather. The South Auckland tourney continued on the Hamilton greens. [311, 617, 453, 662]
event-heading: ONE MILE FLAT [732, 804, 782, 812]
page-number: 11 [1084, 8, 1098, 22]
section-heading: HAURAKI PLAINS BEATEN [825, 396, 941, 406]
body-paragraph: Members of the Paeroa Bowling Club yesterday defeated Hikutaia by 101 to 68. Details are: Paeroa, Ross, Lawrence, Mitchell, Paterson, Bell. Te Awamutu held its annual tournament on Saturday, the competition being keenly contested. The Rangitikei Shield was contested on the Cambridge green in fine weather. The South Auckland tourney continued on the Hamilton greens. [311, 664, 453, 709]
body-paragraph: Two rowing championships go to the Auckland province following the regatta held here to-day. Hamilton was the senior four in the 1924-25 season, scored a victory, capturing the event again to-day. Turner recorded a fine performance in placing Tauranga among the list of champions for the first time by winning the single sculls. Good starts were the order of the day and races were all keenly contested. The course was in excellent condition and a large crowd witnessed the racing. [462, 446, 604, 497]
ad-text-2: Sufferers from any of the various forms of skin disease can place implicit faith in the Klexema treatment. It has been successful when all other methods have failed. [968, 151, 1098, 171]
body-paragraph: Members of the Paeroa Bowling Club yesterday defeated Hikutaia by 101 to 68. Details are: Paeroa, Ross, Lawrence, Mitchell, Paterson, Bell. Te Awamutu held its annual tournament on Saturday, the competition being keenly contested. The Rangitikei Shield was contested on the Cambridge green in fine weather. The South Auckland tourney continued on the Hamilton greens. [311, 884, 453, 929]
sub-heading: CAMBRIDGE [362, 874, 402, 882]
column-2 [160, 212, 302, 1242]
body-paragraph: Before a large crowd in the Basin Reserve the 38th Amateur Athletic Championships of New Zealand were decided to-day in fine weather and with tracks in good condition. The wind was southerly, varying from slight to fairly strong. Taken all through it was a splendid meeting, and although times generally were not so good as last year, the general standard was well maintained. Sprinting was excellent, and the Aucklander, A. J. Elliott, ran like a fast champion to win the double. [612, 330, 706, 414]
column-4 [462, 30, 604, 1242]
body-paragraph: Members of the Paeroa Bowling Club yesterday defeated Hikutaia by 101 to 68. Details are: Paeroa, Ross, Lawrence, Mitchell, Paterson, Bell. Te Awamutu held its annual tournament on Saturday, the competition being keenly contested. The Rangitikei Shield was contested on the Cambridge green in fine weather. The South Auckland tourney continued on the Hamilton greens. [311, 339, 453, 384]
deck: N.Z. AMATEUR ATHLETIC CHAMPIONSHIPS [641, 85, 775, 107]
sub-heading: PAEROA DEFEATS HIKUTAIA [338, 61, 426, 69]
body-paragraph: Ponsonby: Shaw, Richardson, Wood, Carlton, Walker, Jones. Dill, Reynolds, O'Connor, Carlton. Remuera: Fox, Carlton, Smith, Brown, Mason; Hewett. Skips: Ball, Stewart, Bell, Newton, Bennett, Hayes. Devonport: Gold, Strang, Dickson, McKenzie, Morris, Barton, Walker, Taylor, Hunter. Grey Lynn: Keene, Cameron, Rawson, Baker, Elliott, Mason, Haughey. Otahuhu: Drew, Bruce, Robertson, Lusk, Hill, Lamb, Sherwin. [10, 1177, 151, 1222]
match-heading: ELLERSLIE v. WEST END [193, 800, 269, 808]
boxed-heading: EX-AUCKLANDER'S WIN [812, 618, 954, 637]
photo-caption: A. J. ELLIOTT, who won both the 100 yards and 220 yards events. [612, 633, 706, 647]
body-paragraph: Members of the Paeroa Bowling Club yesterday defeated Hikutaia by 101 to 68. Details are: Paeroa, Ross, Lawrence, Mitchell, Paterson, Bell. Te Awamutu held its annual tournament on Saturday, the competition being keenly contested. The Rangitikei Shield was contested on the Cambridge green in fine weather. The South Auckland tourney continued on the Hamilton greens. [311, 559, 453, 604]
body-paragraph: THERE was a good crowd present at the Remuera green to witness the final of the championship pairs. On the first head, Combs was lying well with his opening bowls, but Jones got in with his last shot, and won one down when the skips changed over. The lead was not altered, and Carlton got a single. Play was very even up to the tenth head, which was an eventful one. The Carlton pair lay three shots, Parsons cut in a good second. Ball was too strong, and his opponents ran to a lead of five up. They held the advantage and Ball's men were unable to draw to the kitty. [10, 212, 151, 276]
match-heading: ROCKY NOOK v. HENDERSON [186, 278, 276, 286]
body-paragraph: Members of the Paeroa Bowling Club yesterday defeated Hikutaia by 101 to 68. Details are: Paeroa, Ross, Lawrence, Mitchell, Paterson, Bell. Te Awamutu held its annual tournament on Saturday, the competition being keenly contested. The Rangitikei Shield was contested on the Cambridge green in fine weather. The South Auckland tourney continued on the Hamilton greens. [462, 213, 604, 259]
sub-heading: TE AWAMUTU TOURNAMENT [337, 444, 427, 452]
dateline: THAMES, Sunday. [1007, 423, 1059, 431]
dateline: (Special to THE SUN) PICTON, Saturday. [477, 329, 589, 337]
photo-block [612, 416, 706, 1164]
body-paragraph: Members of the Paeroa Bowling Club yesterday defeated Hikutaia by 101 to 68. Details are: Paeroa, Ross, Lawrence, Mitchell, Paterson, Bell. Te Awamutu held its annual tournament on Saturday, the competition being keenly contested. The Rangitikei Shield was contested on the Cambridge green in fine weather. The South Auckland tourney continued on the Hamilton greens. [311, 281, 453, 326]
club-heading: OTAHUHU [64, 1120, 97, 1128]
sub-heading: FLAMES MEMORIAL BADGES [487, 156, 579, 164]
club-heading: HALLYBURTON JOHNSTONE [37, 622, 124, 630]
body-paragraph: Before a large crowd in the Basin Reserve the 38th Amateur Athletic Championships of New Zealand were decided to-day in fine weather and with tracks in good condition. The wind was southerly, varying from slight to fairly strong. Taken all through it was a splendid meeting, and although times generally were not so good as last year, the general standard was well maintained. Sprinting was excellent, and the Aucklander, A. J. Elliott, ran like a fast champion to win the double. [612, 992, 706, 1076]
club-heading: REMUERA [64, 401, 97, 409]
match-heading: AUCKLAND v. MOUNT EDEN [187, 852, 275, 860]
athlete-photo [612, 420, 706, 632]
event-heading: ONE-MILE CYCLE [729, 739, 785, 747]
body-paragraph: West End — Collins, Parkinson, Gold, Woodhead. Hillsborough — Hughes, Fowler, McKee, Vincent. Skips: Horn, Nicholson, Lunn, Bowden. Avondale: Davis, Reid, Quinn, Campbell, Hanna, Millar, Hunt. Epsom: Kerr, Thomson, Lucas, Adams, Nelson, Pringle. Remuera: Blair, Wilson, Chapman, Fisher, Dunlop, Gray. [160, 339, 302, 378]
sub-heading: NORTHERN WAIKATO STARS [338, 769, 426, 777]
event-heading: 120YDS HURDLES [729, 318, 785, 326]
ad-text: Hundreds of testimonials from all parts of the Dominion and even overseas prove the remarkable efficacy of the wonderful [967, 114, 1099, 134]
match-heading: ROCKY NOOK v. AVONDALE [188, 329, 274, 337]
klexema-advertisement [962, 30, 1104, 244]
body-paragraph: Before a large crowd in the Basin Reserve the 38th Amateur Athletic Championships of New Zealand were decided to-day in fine weather and with tracks in good condition. The wind was southerly, varying from slight to fairly strong. Taken all through it was a splendid meeting, and although times generally were not so good as last year, the general standard was well maintained. Sprinting was excellent, and the Aucklander, A. J. Elliott, ran like a fast champion to win the double. [710, 1209, 804, 1293]
ad-address-2: TOP OF QUEEN ST., AUCKLAND. [988, 230, 1078, 236]
match-heading: ONEHUNGA v. PAPATOETOE [189, 697, 273, 705]
body-paragraph: The 130yds 'Melbourne Thousand' sprint race resulted — Inner (scratch) 1, Lynch 2, Cooper 3. The senior cricket competition was resumed yesterday, the results being Old Boys and Sydenham. The representative cricket match for the Coast Cup between Hauraki Plains and Thames was played at Thames on Saturday. The veteran rifleman Mr. James Morrison of the Thames Rifle Club topped the scores. [812, 273, 954, 318]
body-paragraph: G. C. McLachlan (Otago) 1, R. Lander (Wellington) 2, W. Ogle (Wellington) 3. Time, 58 1-5sec. F. Moore (Canterbury) 1, L. A. Newell (Wanganui) 2. Time, 16 2-5sec. J. Winter (Wellington) 1, H. S. Sutherland (Wellington) 2. Distance, 41ft 5in. A. Jones (Auckland) 1, W. Smith (Canterbury) 2. Time, 10 4-5sec. [710, 685, 804, 737]
body-paragraph: Members of the Paeroa Bowling Club yesterday defeated Hikutaia by 101 to 68. Details are: Paeroa, Ross, Lawrence, Mitchell, Paterson, Bell. Te Awamutu held its annual tournament on Saturday, the competition being keenly contested. The Rangitikei Shield was contested on the Cambridge green in fine weather. The South Auckland tourney continued on the Hamilton greens. [311, 501, 453, 546]
sub-heading: RANGITIKEI SHIELD [350, 224, 414, 232]
club-heading: PAPAKURA [63, 784, 98, 792]
body-paragraph: Members of the Paeroa Bowling Club yesterday defeated Hikutaia by 101 to 68. Details are: Paeroa, Ross, Lawrence, Mitchell, Paterson, Bell. Te Awamutu held its annual tournament on Saturday, the competition being keenly contested. The Rangitikei Shield was contested on the Cambridge green in fine weather. The South Auckland tourney continued on the Hamilton greens. [311, 721, 453, 767]
rowing-deck: DOMINION ROWING CHAMPIONSHIPS [491, 290, 575, 310]
body-paragraph: Before a large crowd in the Basin Reserve the 38th Amateur Athletic Championships of New Zealand were decided to-day in fine weather and with tracks in good condition. The wind was southerly, varying from slight to fairly strong. Taken all through it was a splendid meeting, and although times generally were not so good as last year, the general standard was well maintained. Sprinting was excellent, and the Aucklander, A. J. Elliott, ran like a fast champion to win the double. [710, 1294, 804, 1378]
